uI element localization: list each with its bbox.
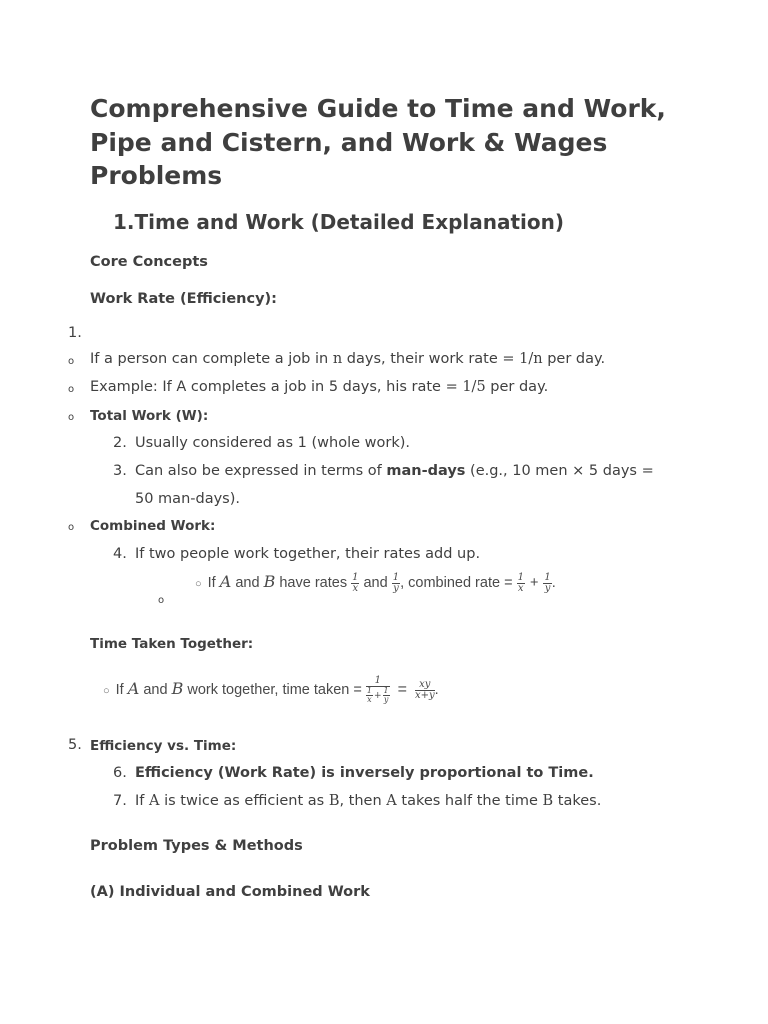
list-number-1: 1. [68, 325, 82, 341]
bullet-marker: o [68, 522, 75, 533]
text-segment: Example: If A completes a job in 5 days, his rate = [90, 379, 463, 395]
math-variable: A [127, 678, 140, 698]
text-segment: If a person can complete a job in [90, 351, 333, 367]
fraction-numerator: 1 [366, 686, 372, 695]
fraction-numerator: 1 [517, 571, 524, 583]
efficiency-point-1: Efficiency (Work Rate) is inversely proportional to Time. [135, 765, 594, 781]
circle-bullet-icon: ○ [103, 684, 110, 697]
bullet-marker: o [68, 356, 75, 367]
text-segment: is twice as efficient as [159, 793, 329, 809]
circle-bullet-icon: ○ [195, 578, 202, 590]
fraction-denominator: x [517, 582, 524, 594]
math-variable: B [542, 793, 554, 809]
math-variable: A [386, 793, 397, 809]
math-variable: A [149, 793, 160, 809]
total-work-point-2-continued: 50 man-days). [135, 491, 240, 507]
fraction-numerator: xy [415, 680, 435, 691]
list-number-6: 6. [113, 765, 127, 781]
bullet-marker: o [158, 595, 165, 606]
bullet-marker: o [68, 412, 75, 423]
text-segment: Can also be expressed in terms of [135, 463, 387, 479]
fraction-numerator: 1 [392, 571, 400, 583]
total-work-point-2 [135, 463, 654, 479]
combined-work-point: If two people work together, their rates add up. [135, 546, 481, 562]
text-segment: and [359, 575, 392, 591]
text-segment: If [135, 793, 149, 809]
plus-sign: + [529, 575, 539, 591]
math-variable: B [171, 678, 184, 698]
fraction-numerator: 1 [544, 571, 551, 583]
efficiency-point-2 [135, 793, 601, 809]
compound-fraction [366, 676, 390, 704]
text-segment: days, their work rate = [342, 351, 520, 367]
work-rate-example [90, 379, 548, 395]
fraction-denominator: x+y [414, 689, 435, 701]
subsection-a-heading: (A) Individual and Combined Work [90, 884, 370, 900]
fraction [366, 687, 373, 704]
fraction-denominator [366, 687, 390, 704]
text-segment: and [139, 681, 172, 698]
text-segment: takes. [553, 793, 602, 809]
list-number-7: 7. [113, 793, 127, 809]
math-rate: 1/n [519, 351, 543, 367]
time-taken-formula [103, 676, 439, 704]
text-segment: , then [339, 793, 387, 809]
text-segment: work together, time taken = [183, 681, 366, 698]
fraction-numerator: 1 [366, 676, 390, 687]
combined-rate-formula [195, 572, 556, 594]
total-work-heading: Total Work (W): [90, 408, 209, 424]
math-rate: 1/5 [462, 379, 486, 395]
fraction-denominator: x [367, 695, 372, 704]
total-work-point-1: Usually considered as 1 (whole work). [135, 435, 410, 451]
problem-types-heading: Problem Types & Methods [90, 838, 303, 854]
bold-term: man-days [386, 463, 466, 479]
text-segment: per day. [542, 351, 606, 367]
text-segment: If [207, 575, 220, 591]
fraction-denominator: y [383, 695, 389, 704]
math-variable: B [328, 793, 340, 809]
section-heading-time-and-work: 1.Time and Work (Detailed Explanation) [113, 210, 565, 234]
time-taken-together-heading: Time Taken Together: [90, 636, 254, 652]
math-variable: A [219, 572, 232, 591]
fraction-numerator: 1 [352, 571, 359, 583]
text-segment: takes half the time [396, 793, 543, 809]
fraction-numerator: 1 [383, 686, 389, 695]
list-number-5: 5. [68, 737, 82, 753]
bullet-marker: o [68, 384, 75, 395]
fraction-denominator: x [352, 582, 359, 594]
text-segment: per day. [485, 379, 549, 395]
text-segment: , combined rate = [400, 575, 517, 591]
text-segment: . [434, 681, 439, 698]
document-title: Comprehensive Guide to Time and Work, Pipe and Cistern, and Work & Wages Problems [90, 94, 666, 190]
work-rate-heading: Work Rate (Efficiency): [90, 291, 277, 307]
list-number-3: 3. [113, 463, 127, 479]
fraction [383, 687, 390, 704]
text-segment: (e.g., 10 men × 5 days = [465, 463, 654, 479]
fraction [392, 573, 400, 594]
core-concepts-heading: Core Concepts [90, 254, 208, 270]
text-segment: If [115, 681, 128, 698]
list-number-2: 2. [113, 435, 127, 451]
text-segment: and [231, 575, 264, 591]
plus-sign: + [373, 691, 382, 701]
math-variable: n [332, 351, 343, 367]
equals-sign: = [397, 680, 407, 698]
list-number-4: 4. [113, 546, 127, 562]
work-rate-definition [90, 351, 605, 367]
combined-work-heading: Combined Work: [90, 518, 216, 534]
math-variable: B [263, 572, 276, 591]
fraction [517, 573, 525, 594]
fraction [415, 680, 435, 701]
text-segment: . [551, 575, 556, 591]
text-segment: have rates [275, 575, 352, 591]
fraction [543, 573, 551, 594]
fraction-denominator: y [393, 582, 399, 594]
efficiency-vs-time-heading: Efficiency vs. Time: [90, 738, 237, 754]
fraction-denominator: y [544, 582, 551, 594]
